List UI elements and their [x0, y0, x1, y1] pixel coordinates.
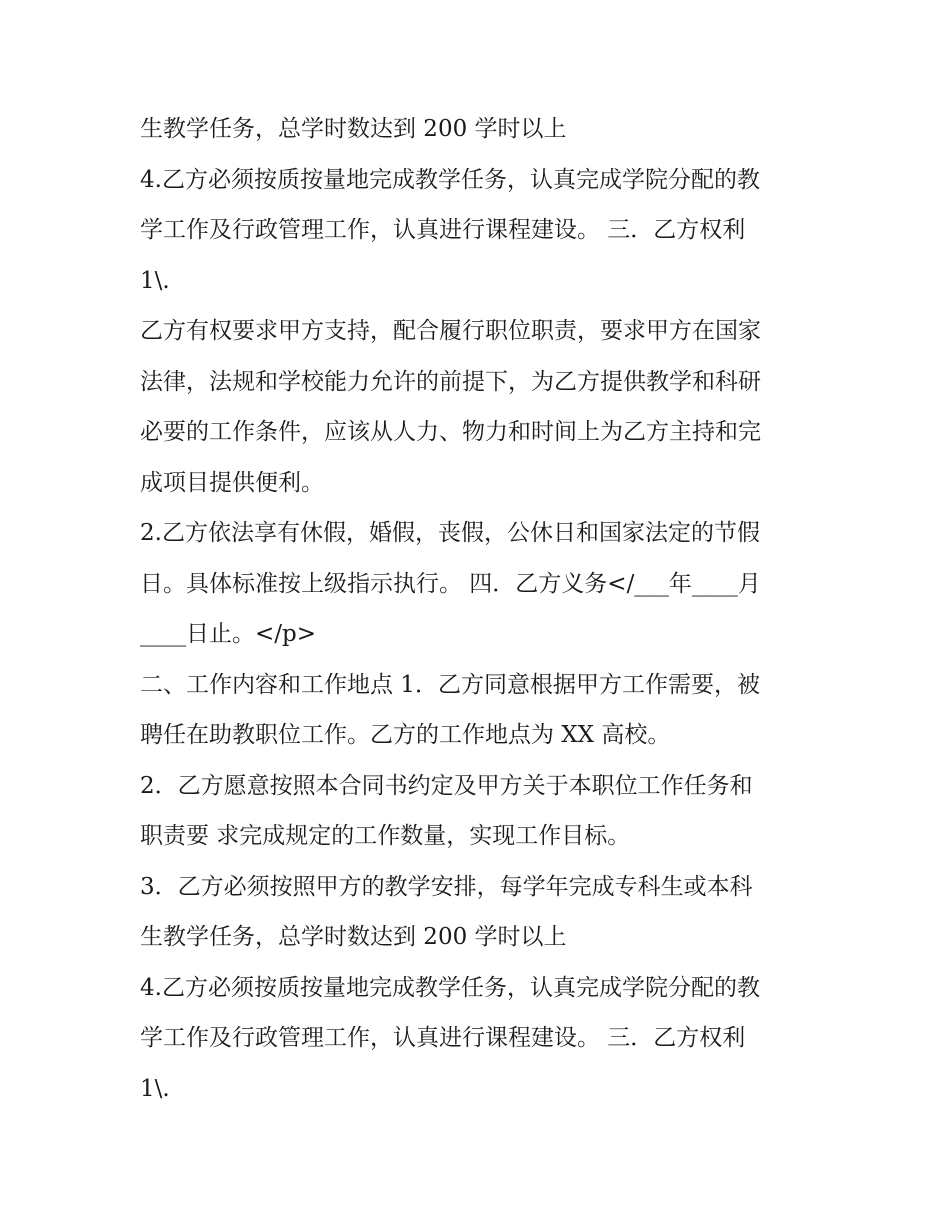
- text-line: [140, 814, 840, 865]
- text-line-content: ____日止。</p>: [140, 621, 317, 647]
- text-line: [140, 1067, 840, 1118]
- text-line-content: 2．乙方愿意按照本合同书约定及甲方关于本职位工作任务和: [140, 772, 753, 799]
- text-line: [140, 461, 840, 512]
- text-line-content: 日。具体标准按上级指示执行。 四．乙方义务</___年____月: [140, 570, 761, 597]
- text-line: [140, 966, 840, 1017]
- text-line-content: 法律，法规和学校能力允许的前提下，为乙方提供教学和科研: [140, 368, 761, 395]
- text-line: [140, 360, 840, 411]
- text-line-content: 聘任在助教职位工作。乙方的工作地点为 XX 高校。: [140, 722, 671, 748]
- text-line-content: 1\.: [140, 267, 170, 294]
- text-line-content: 1\.: [140, 1075, 170, 1102]
- text-line-content: 必要的工作条件，应该从人力、物力和时间上为乙方主持和完: [140, 419, 761, 445]
- document-body: [140, 107, 840, 1117]
- text-line: [140, 1016, 840, 1067]
- text-line: [140, 713, 840, 764]
- text-line: [140, 511, 840, 562]
- text-line: [140, 915, 840, 966]
- text-line: [140, 309, 840, 360]
- text-line-content: 成项目提供便利。: [140, 469, 324, 496]
- text-line: [140, 208, 840, 259]
- text-line-content: 3．乙方必须按照甲方的教学安排，每学年完成专科生或本科: [140, 873, 753, 900]
- text-line: [140, 107, 840, 158]
- text-line: [140, 410, 840, 461]
- text-line-content: 4.乙方必须按质按量地完成教学任务，认真完成学院分配的教: [140, 974, 760, 1001]
- text-line: [140, 663, 840, 714]
- text-line-content: 学工作及行政管理工作，认真进行课程建设。 三．乙方权利: [140, 1025, 746, 1051]
- text-line-content: 2.乙方依法享有休假，婚假，丧假，公休日和国家法定的节假: [140, 520, 760, 546]
- text-line-content: 4.乙方必须按质按量地完成教学任务，认真完成学院分配的教: [140, 166, 760, 193]
- text-line: [140, 612, 840, 663]
- text-line: [140, 764, 840, 815]
- text-line-content: 生教学任务，总学时数达到 200 学时以上: [140, 924, 567, 950]
- text-line-content: 乙方有权要求甲方支持，配合履行职位职责，要求甲方在国家: [140, 318, 761, 344]
- text-line: [140, 259, 840, 310]
- text-line-content: 职责要 求完成规定的工作数量，实现工作目标。: [140, 823, 631, 849]
- text-line-content: 二、工作内容和工作地点 1．乙方同意根据甲方工作需要，被: [140, 671, 760, 698]
- text-line: [140, 562, 840, 613]
- text-line: [140, 865, 840, 916]
- text-line-content: 学工作及行政管理工作，认真进行课程建设。 三．乙方权利: [140, 217, 746, 243]
- text-line: [140, 158, 840, 209]
- text-line-content: 生教学任务，总学时数达到 200 学时以上: [140, 116, 567, 142]
